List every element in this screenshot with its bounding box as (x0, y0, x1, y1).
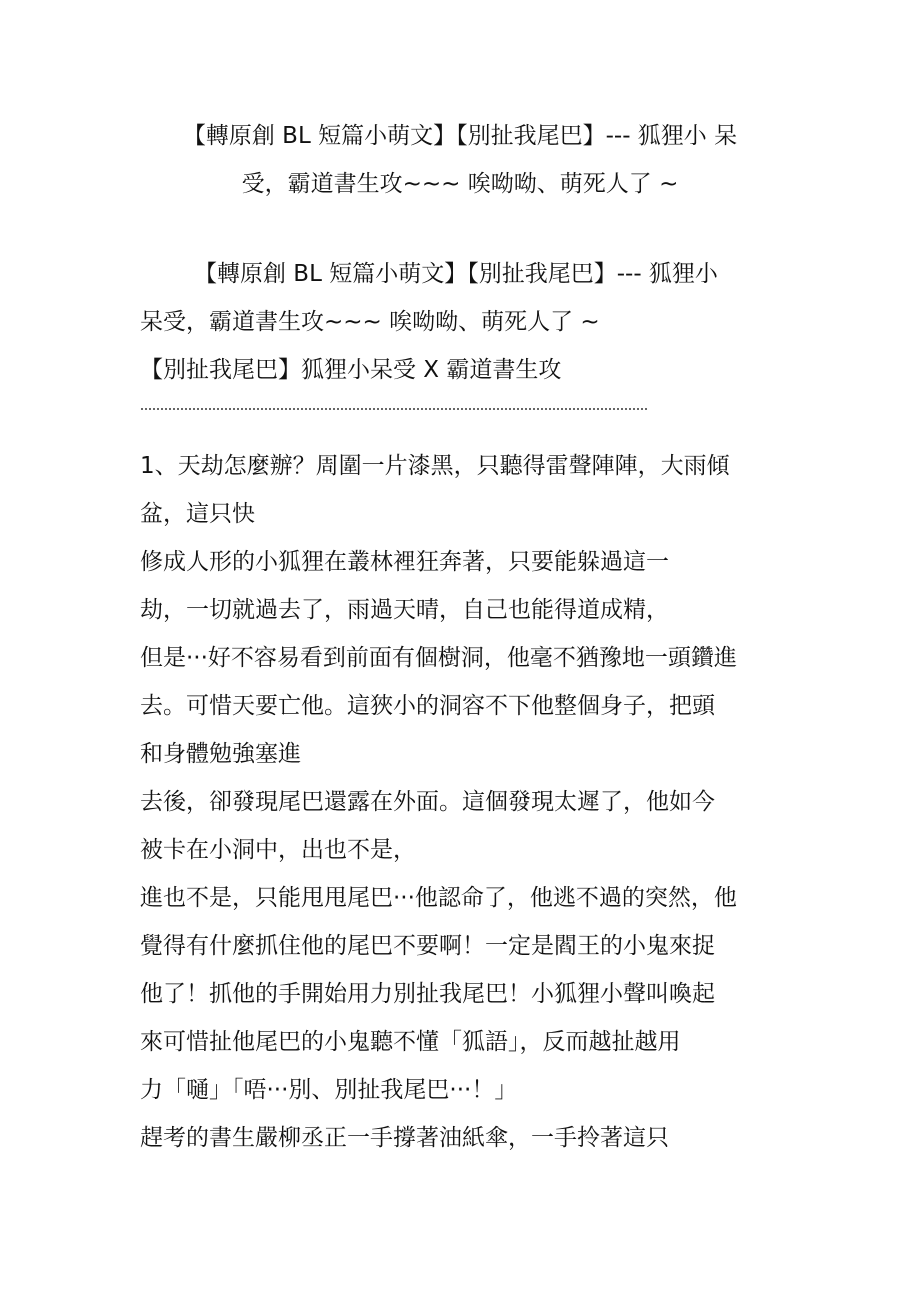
body-line: 來可惜扯他尾巴的小鬼聽不懂「狐語」，反而越扯越用 (140, 1029, 681, 1055)
document-body (140, 250, 790, 1162)
body-line: 盆，這只快 (140, 501, 255, 527)
body-line: 去後，卻發現尾巴還露在外面。這個發現太遲了，他如今 (140, 789, 715, 815)
body-line: 他了！抓他的手開始用力別扯我尾巴！小狐狸小聲叫喚起 (140, 981, 715, 1007)
body-line: 覺得有什麼抓住他的尾巴不要啊！一定是閻王的小鬼來捉 (140, 933, 715, 959)
document-title (140, 112, 780, 208)
body-line: 力「嗵」「唔···別、別扯我尾巴···！」 (140, 1077, 518, 1103)
body-line: 進也不是，只能甩甩尾巴···他認命了，他逃不過的突然，他 (140, 885, 737, 911)
body-line: 被卡在小洞中，出也不是， (140, 837, 416, 863)
body-line: 1、天劫怎麼辦？周圍一片漆黑，只聽得雷聲陣陣，大雨傾 (140, 453, 730, 479)
title-line-1: 【轉原創 BL 短篇小萌文】【別扯我尾巴】--- 狐狸小 呆 (182, 123, 738, 149)
body-line: 【轉原創 BL 短篇小萌文】【別扯我尾巴】--- 狐狸小 (194, 261, 718, 287)
body-line: 呆受，霸道書生攻~~~ 唉呦呦、萌死人了 ~ (140, 309, 600, 335)
body-line: 修成人形的小狐狸在叢林裡狂奔著，只要能躲過這一 (140, 549, 669, 575)
body-line: 【別扯我尾巴】狐狸小呆受 X 霸道書生攻 (140, 357, 562, 383)
body-line: 但是···好不容易看到前面有個樹洞，他毫不猶豫地一頭鑽進 (140, 645, 737, 671)
dotted-separator (140, 394, 790, 442)
body-line: 去。可惜天要亡他。這狹小的洞容不下他整個身子，把頭 (140, 693, 715, 719)
title-line-2: 受，霸道書生攻~~~ 唉呦呦、萌死人了 ~ (241, 171, 679, 197)
body-line: 趕考的書生嚴柳丞正一手撐著油紙傘，一手拎著這只 (140, 1125, 669, 1151)
body-line: 劫，一切就過去了，雨過天晴，自己也能得道成精， (140, 597, 669, 623)
body-line: 和身體勉強塞進 (140, 741, 301, 767)
